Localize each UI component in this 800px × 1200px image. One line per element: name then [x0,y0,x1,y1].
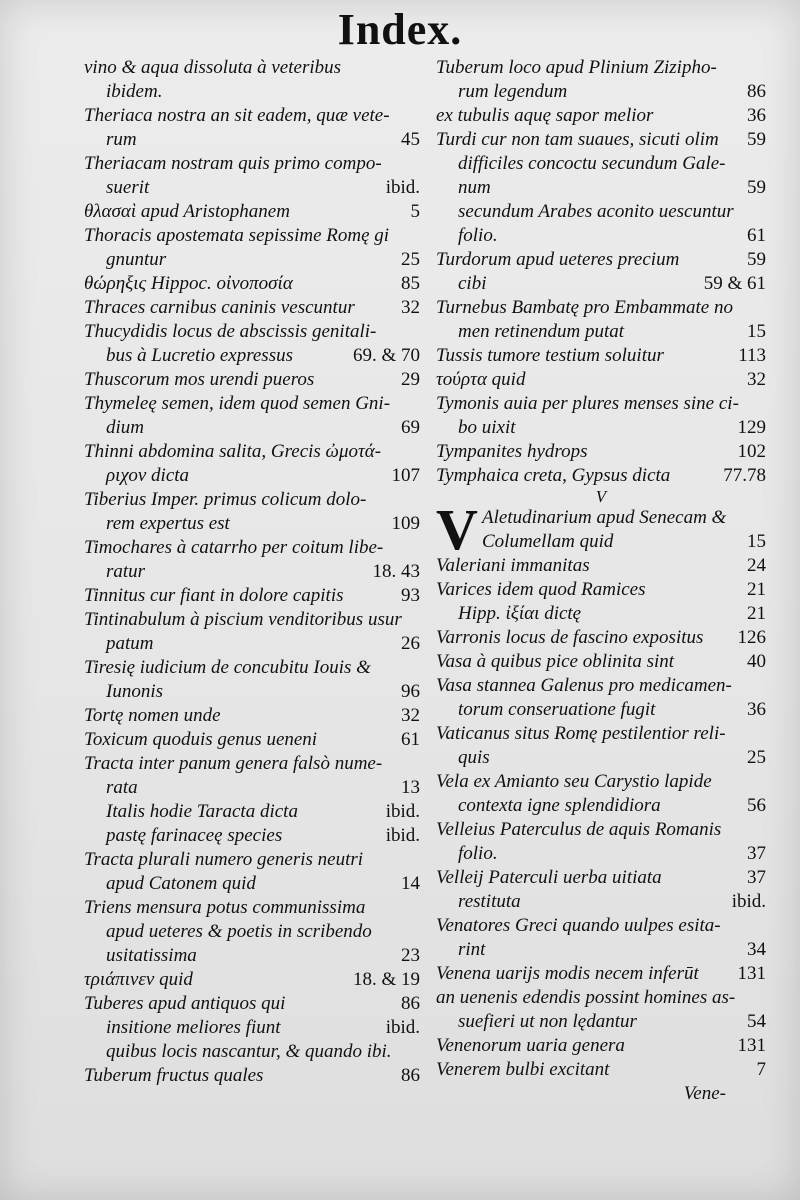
index-entry-page-number: 96 [401,681,420,702]
index-entry [84,344,420,368]
index-entry-text: Thraces carnibus caninis vescuntur [84,297,355,318]
index-entry [436,176,766,200]
index-entry [84,872,420,896]
index-entry-page-number: 93 [401,585,420,606]
index-entry [84,992,420,1016]
index-entry-page-number: 14 [401,873,420,894]
index-entry-page-number: 15 [747,321,766,342]
index-entry-page-number: 59 & 61 [703,273,766,294]
index-entry-text: quis [458,747,490,768]
index-entry [436,200,766,224]
index-entry-page-number: ibid. [385,1017,420,1038]
index-entry-text: Hipp. ἰξίαι dictę [458,603,582,624]
index-entry [436,698,766,722]
index-entry [436,224,766,248]
index-entry [436,578,766,602]
index-entry-text: cibi [458,273,487,294]
index-entry-page-number: 7 [756,1059,766,1080]
index-entry-text: rint [458,939,486,960]
index-entry [84,848,420,872]
index-entry [436,1034,766,1058]
index-entry-page-number: 77.78 [723,465,766,486]
index-entry [84,464,420,488]
index-entry [84,944,420,968]
index-entry-page-number: 18. & 19 [352,969,420,990]
index-entry-text: Aletudinarium apud Senecam & [482,507,727,528]
section-v-start [436,497,766,562]
index-entry-page-number: 37 [747,843,766,864]
index-entry-text: difficiles concoctu secundum Gale- [458,153,726,174]
index-entry-text: θλασαὶ apud Aristophanem [84,201,290,222]
index-entry [84,584,420,608]
index-entry [84,536,420,560]
index-entry-page-number: 32 [401,705,420,726]
index-entry [84,776,420,800]
index-entry-text: ibidem. [106,81,163,102]
section-marker: V [595,487,607,506]
index-entry-text: num [458,177,491,198]
index-entry-page-number: 36 [747,105,766,126]
index-entry-text: Venatores Greci quando uulpes esita- [436,915,721,936]
index-entry-page-number: ibid. [731,891,766,912]
index-entry-page-number: 13 [401,777,420,798]
index-entry-text: bo uixit [458,417,516,438]
index-entry-page-number: 85 [401,273,420,294]
index-entry-text: Venerem bulbi excitant [436,1059,610,1080]
index-entry [436,506,766,530]
index-entry [436,440,766,464]
index-entry [436,128,766,152]
index-entry-text: Tymonis auia per plures menses sine ci- [436,393,739,414]
index-entry [436,650,766,674]
index-entry [84,824,420,848]
index-entry-text: rum [106,129,137,150]
index-entry-text: pastę farinaceę species [106,825,283,846]
index-entry-text: Tuberes apud antiquos qui [84,993,286,1014]
index-entry-page-number: 21 [747,603,766,624]
index-entry-text: ratur [106,561,146,582]
index-entry-text: secundum Arabes aconito uescuntur [458,201,734,222]
index-entry-page-number: ibid. [385,801,420,822]
index-entry [84,152,420,176]
index-entry-text: insitione meliores fiunt [106,1017,281,1038]
index-entry-page-number: 24 [747,555,766,576]
index-entry-page-number: 126 [737,627,766,648]
index-entry-text: Triens mensura potus communissima [84,897,366,918]
index-entry-page-number: 5 [410,201,420,222]
index-entry-text: bus à Lucretio expressus [106,345,293,366]
index-entry-text: rum legendum [458,81,568,102]
index-entry-page-number: 23 [401,945,420,966]
index-entry [84,248,420,272]
index-entry [84,200,420,224]
index-entry-text: ριχον dicta [106,465,190,486]
index-entry [84,728,420,752]
index-entry-text: Thuscorum mos urendi pueros [84,369,315,390]
index-entry-page-number: 129 [737,417,766,438]
index-entry-text: Tymphaica creta, Gypsus dicta [436,465,671,486]
index-entry-text: Thinni abdomina salita, Grecis ὠμοτά- [84,441,382,462]
index-entry-page-number: 113 [738,345,766,366]
index-entry [436,746,766,770]
index-entry-text: apud Catonem quid [106,873,256,894]
index-entry [436,248,766,272]
index-entry [436,914,766,938]
index-entry [84,272,420,296]
index-entry-text: apud ueteres & poetis in scribendo [106,921,372,942]
index-entry-page-number: 26 [401,633,420,654]
index-entry-page-number: 37 [747,867,766,888]
index-entry-text: Theriacam nostram quis primo compo- [84,153,382,174]
index-entry-page-number: 40 [747,651,766,672]
index-entry-page-number: 109 [391,513,420,534]
index-entry [84,968,420,992]
index-entry-page-number: 45 [401,129,420,150]
index-entry-page-number: 34 [747,939,766,960]
index-entry [436,602,766,626]
right-column-t-entries [436,56,766,488]
index-entry-text: Iunonis [106,681,163,702]
index-entry-text: Thoracis apostemata sepissime Romę gi [84,225,390,246]
index-entry-text: Vela ex Amianto seu Carystio lapide [436,771,712,792]
index-entry-text: men retinendum putat [458,321,625,342]
index-entry [84,176,420,200]
index-entry-page-number: 21 [747,579,766,600]
index-entry [84,512,420,536]
index-entry-text: θώρηξις Hippoc. οἰνοποσία [84,273,293,294]
index-entry-page-number: 102 [737,441,766,462]
index-entry-text: rem expertus est [106,513,230,534]
index-entry [436,296,766,320]
index-entry-page-number: 29 [401,369,420,390]
index-entry [84,704,420,728]
index-entry-text: Valeriani immanitas [436,555,590,576]
index-entry-text: Tuberum loco apud Plinium Zizipho- [436,57,717,78]
index-entry [436,890,766,914]
index-entry [436,1010,766,1034]
index-entry-text: Tiberius Imper. primus colicum dolo- [84,489,367,510]
index-entry-text: Tuberum fructus quales [84,1065,264,1086]
index-entry-text: quibus locis nascantur, & quando ibi. [106,1041,392,1062]
page-title: Index. [337,5,463,54]
index-entry [84,560,420,584]
index-entry-text: Velleius Paterculus de aquis Romanis [436,819,722,840]
index-entry [84,104,420,128]
index-entry-page-number: 86 [401,1065,420,1086]
index-entry-page-number: 86 [747,81,766,102]
section-v-first-entry [436,497,766,562]
index-entry-text: Turdi cur non tam suaues, sicuti olim [436,129,719,150]
index-entry-page-number: 69. & 70 [352,345,420,366]
index-entry-page-number: 59 [747,177,766,198]
index-entry-page-number: 131 [737,963,766,984]
index-entry [84,656,420,680]
index-entry-text: vino & aqua dissoluta à veteribus [84,57,342,78]
index-entry [436,416,766,440]
index-entry-text: Tinnitus cur fiant in dolore capitis [84,585,344,606]
index-entry [436,938,766,962]
index-entry-text: Toxicum quoduis genus ueneni [84,729,318,750]
index-entry-text: restituta [458,891,521,912]
index-entry-page-number: 32 [747,369,766,390]
index-entry [436,104,766,128]
index-entry-text: Tussis tumore testium soluitur [436,345,664,366]
index-entry [436,368,766,392]
index-entry [84,608,420,632]
index-entry [436,56,766,80]
index-entry-page-number: 69 [401,417,420,438]
index-entry-text: Varices idem quod Ramices [436,579,646,600]
index-entry [84,896,420,920]
index-entry-text: Columellam quid [482,531,614,552]
index-entry-page-number: 54 [747,1011,766,1032]
index-entry [84,368,420,392]
index-entry-page-number: 25 [747,747,766,768]
index-entry-text: Thymeleę semen, idem quod semen Gni- [84,393,391,414]
index-entry-page-number: 61 [747,225,766,246]
catchword: Vene- [683,1083,726,1104]
index-entry-text: suefieri ut non lędantur [458,1011,637,1032]
index-entry [436,464,766,488]
index-entry [84,320,420,344]
index-entry [84,800,420,824]
index-entry [84,680,420,704]
index-entry-text: folio. [458,843,498,864]
index-entry-text: torum conseruatione fugit [458,699,656,720]
index-entry [84,440,420,464]
index-entry-page-number: 18. 43 [372,561,420,582]
index-entry-page-number: ibid. [385,825,420,846]
index-entry [436,392,766,416]
left-column [84,56,420,1088]
index-entry-page-number: 32 [401,297,420,318]
index-entry [436,818,766,842]
index-entry-page-number: 36 [747,699,766,720]
index-entry-text: Tympanites hydrops [436,441,588,462]
index-entry [84,752,420,776]
index-entry-page-number: 61 [401,729,420,750]
index-entry [436,722,766,746]
index-entry-page-number: 59 [747,129,766,150]
index-entry-text: Tintinabulum à piscium venditoribus usur [84,609,402,630]
index-entry [84,80,420,104]
index-entry-page-number: 59 [747,249,766,270]
index-entry-page-number: 15 [747,531,766,552]
index-entry [436,344,766,368]
index-entry [84,1064,420,1088]
index-entry [84,1040,420,1064]
index-entry [436,842,766,866]
index-entry-text: Velleij Paterculi uerba uitiata [436,867,662,888]
index-entry-text: Tortę nomen unde [84,705,221,726]
index-entry-text: Turdorum apud ueteres precium [436,249,680,270]
index-entry-text: usitatissima [106,945,197,966]
index-entry [436,866,766,890]
index-entry-page-number: 56 [747,795,766,816]
index-entry-text: an uenenis edendis possint homines as- [436,987,736,1008]
index-entry-text: τριάπινεν quid [84,969,193,990]
index-entry [436,80,766,104]
index-entry-text: τούρτα quid [436,369,526,390]
index-entry-text: dium [106,417,144,438]
index-entry-text: Varronis locus de fascino expositus [436,627,704,648]
index-entry [84,920,420,944]
index-entry [84,56,420,80]
index-entry-text: folio. [458,225,498,246]
index-entry-page-number: 107 [391,465,420,486]
index-entry [84,296,420,320]
index-entry [436,272,766,296]
index-entry [436,962,766,986]
index-entry-text: Tracta inter panum genera falsò nume- [84,753,383,774]
index-entry-text: Italis hodie Taracta dicta [106,801,298,822]
index-entry [436,626,766,650]
index-entry-text: Thucydidis locus de abscissis genitali- [84,321,377,342]
index-entry-text: Turnebus Bambatę pro Embammate no [436,297,733,318]
index-entry-page-number: 131 [737,1035,766,1056]
index-entry [436,554,766,578]
index-entry-text: Venenorum uaria genera [436,1035,625,1056]
index-entry-text: rata [106,777,138,798]
index-entry-page-number: 86 [401,993,420,1014]
index-entry [84,632,420,656]
index-entry-text: contexta igne splendidiora [458,795,661,816]
index-entry [84,128,420,152]
index-entry-text: Tiresię iudicium de concubitu Iouis & [84,657,371,678]
index-entry [436,770,766,794]
index-entry-text: Timochares à catarrho per coitum libe- [84,537,384,558]
index-entry [84,1016,420,1040]
index-entry [436,794,766,818]
right-column [436,56,766,1106]
index-entry [84,488,420,512]
drop-cap-letter: V [436,497,478,562]
index-entry [436,674,766,698]
index-entry-text: ex tubulis aquę sapor melior [436,105,654,126]
index-entry [436,320,766,344]
index-entry-page-number: ibid. [385,177,420,198]
index-entry-text: Tracta plurali numero generis neutri [84,849,364,870]
index-entry [436,986,766,1010]
index-entry [84,392,420,416]
index-entry [436,1058,766,1082]
index-entry-text: Vasa stannea Galenus pro medicamen- [436,675,732,696]
right-column-v-entries [436,554,766,1082]
index-entry [84,416,420,440]
index-entry-text: Vaticanus situs Romę pestilentior reli- [436,723,726,744]
index-entry-text: gnuntur [106,249,167,270]
index-entry [84,224,420,248]
index-entry [436,152,766,176]
index-entry-text: Venena uarijs modis necem inferūt [436,963,699,984]
index-entry-text: patum [106,633,154,654]
index-entry-text: Vasa à quibus pice oblinita sint [436,651,675,672]
index-entry [436,530,766,554]
index-entry-page-number: 25 [401,249,420,270]
index-entry-text: Theriaca nostra an sit eadem, quæ vete- [84,105,390,126]
index-entry-text: suerit [106,177,150,198]
